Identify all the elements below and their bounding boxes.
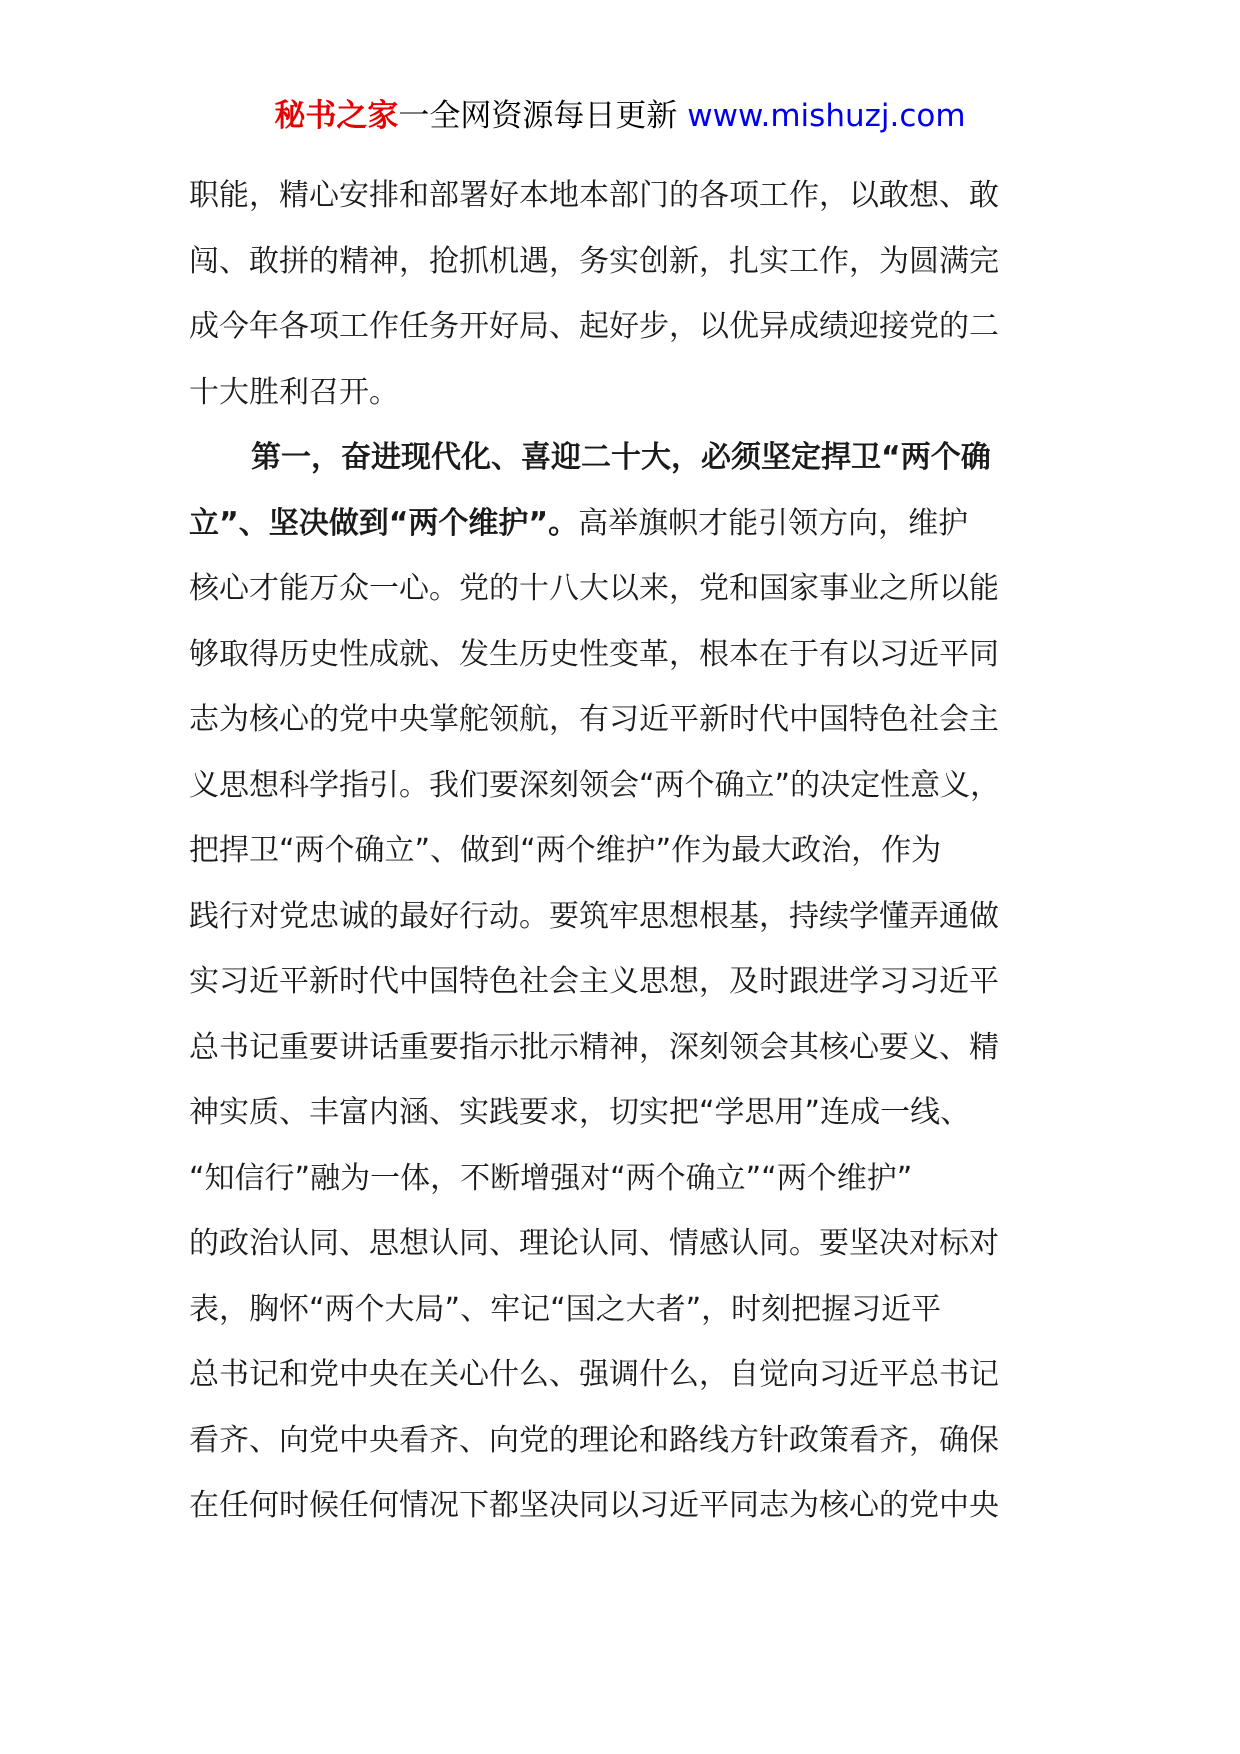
body-line: 十大胜利召开。 [189, 374, 399, 410]
body-line: 实习近平新时代中国特色社会主义思想，及时跟进学习习近平 [189, 964, 999, 999]
body-line: “知信行”融为一体，不断增强对“两个确立”“两个维护” [189, 1160, 913, 1196]
document-body [189, 163, 1069, 1539]
body-line: 看齐、向党中央看齐、向党的理论和路线方针政策看齐，确保 [189, 1422, 999, 1458]
body-line-fragment: 高举旗帜才能引领方向，维护 [578, 505, 969, 541]
body-line: 成今年各项工作任务开好局、起好步，以优异成绩迎接党的二 [189, 309, 999, 344]
body-line: 践行对党忠诚的最好行动。要筑牢思想根基，持续学懂弄通做 [189, 898, 999, 934]
body-line: 够取得历史性成就、发生历史性变革，根本在于有以习近平同 [189, 636, 999, 672]
header-brand: 秘书之家 [274, 98, 399, 134]
body-line: 总书记和党中央在关心什么、强调什么，自觉向习近平总书记 [189, 1357, 999, 1392]
body-line: 闯、敢拼的精神，抢抓机遇，务实创新，扎实工作，为圆满完 [189, 243, 999, 279]
body-line: 在任何时候任何情况下都坚决同以习近平同志为核心的党中央 [189, 1488, 999, 1523]
body-line: 总书记重要讲话重要指示批示精神，深刻领会其核心要义、精 [189, 1029, 999, 1065]
section-heading-continued [189, 491, 1069, 557]
body-line: 职能，精心安排和部署好本地本部门的各项工作，以敢想、敢 [189, 178, 999, 213]
section-heading-line: 第一，奋进现代化、喜迎二十大，必须坚定捍卫“两个确 [251, 440, 991, 475]
header-site-link[interactable]: www.mishuzj.com [687, 98, 966, 134]
section-heading-end: 立”、坚决做到“两个维护”。 [189, 505, 579, 541]
body-line: 神实质、丰富内涵、实践要求，切实把“学思用”连成一线、 [189, 1095, 971, 1130]
page-header [0, 96, 1240, 136]
body-line: 志为核心的党中央掌舵领航，有习近平新时代中国特色社会主 [189, 702, 999, 737]
body-line: 表，胸怀“两个大局”、牢记“国之大者”，时刻把握习近平 [189, 1291, 942, 1327]
header-tagline: 一全网资源每日更新 [398, 98, 678, 134]
body-line: 核心才能万众一心。党的十八大以来，党和国家事业之所以能 [189, 571, 999, 606]
body-line: 的政治认同、思想认同、理论认同、情感认同。要坚决对标对 [189, 1226, 999, 1261]
body-line: 义思想科学指引。我们要深刻领会“两个确立”的决定性意义， [189, 767, 1001, 803]
body-line: 把捍卫“两个确立”、做到“两个维护”作为最大政治，作为 [189, 833, 942, 868]
